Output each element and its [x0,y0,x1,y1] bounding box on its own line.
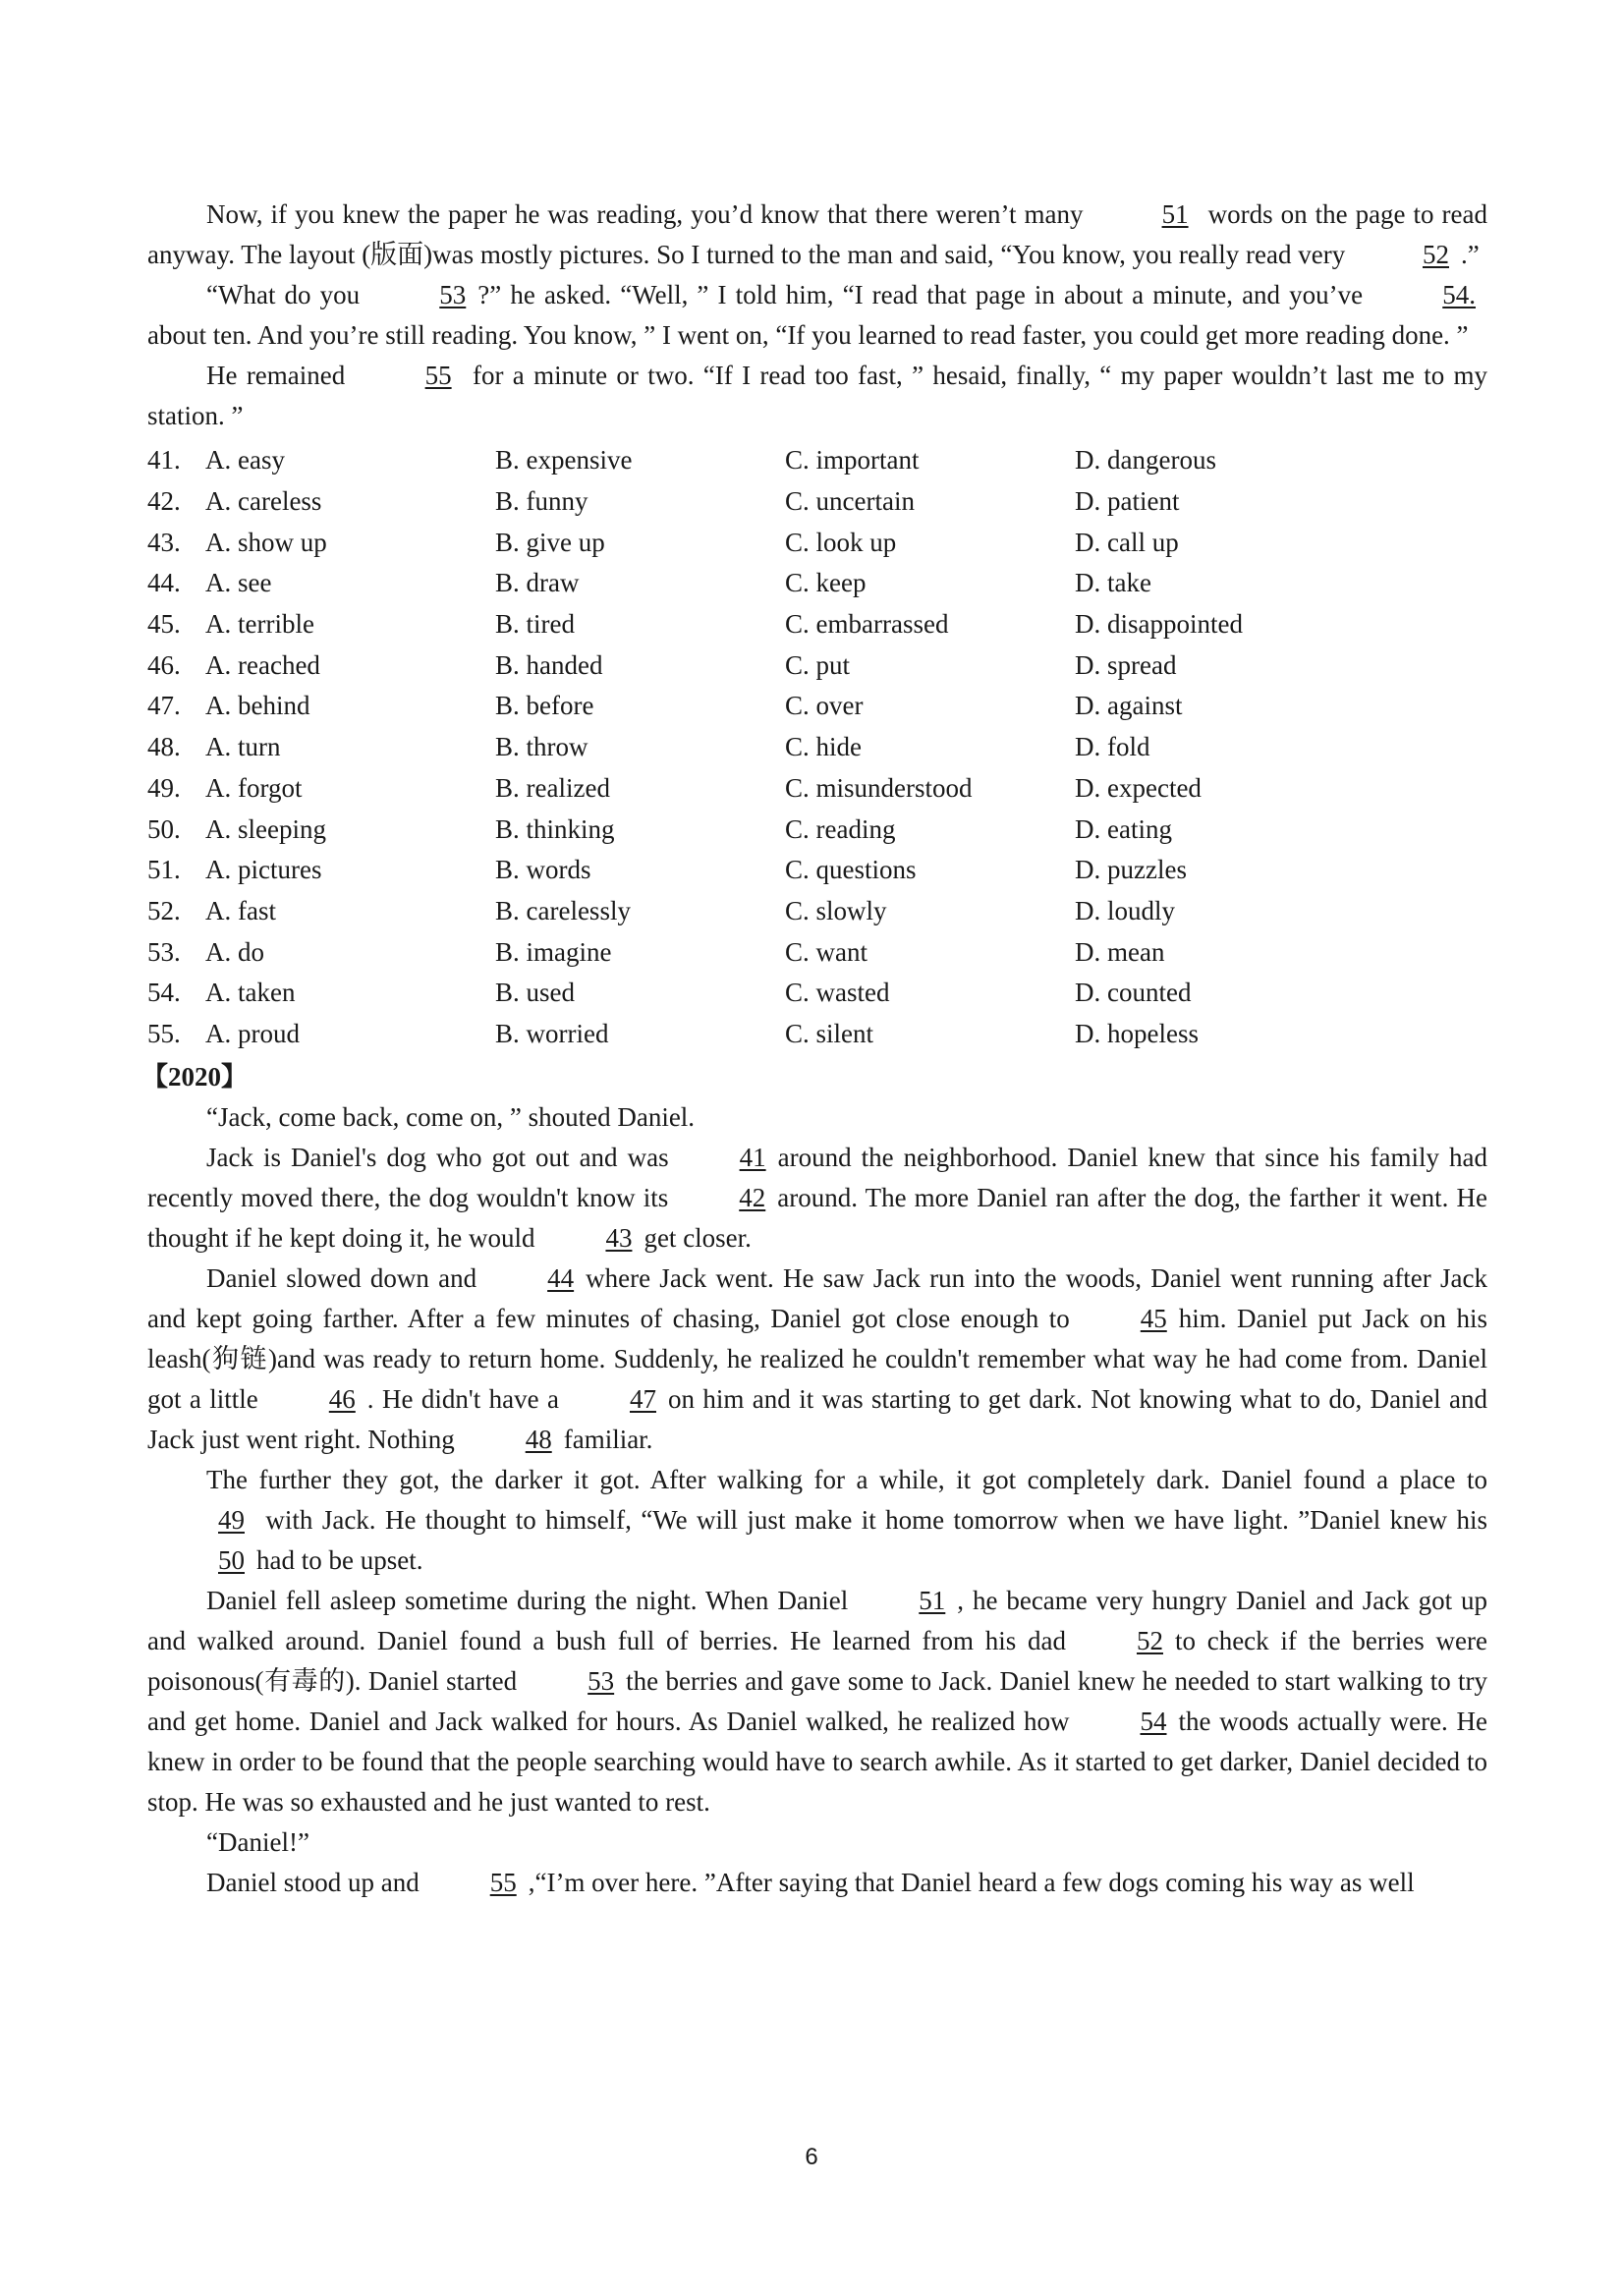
passage2-paragraph-6: “Daniel!” [206,1827,309,1858]
blank-50: 50 [218,1545,245,1576]
option-row: 49. A. forgot B. realized C. misunderstood D. expected [147,772,1202,803]
blank-52: 52 [1423,240,1449,269]
blank-53b: 53 [588,1666,615,1697]
passage2-paragraph-4: The further they got, the darker it got. After walking for a while, it got completely dark. Daniel found a place to 49 with Jack. He thought to himself, “We will just make it home tomorrow when we have light. ”Daniel knew his 50 had to be upset. [147,1460,1487,1581]
option-row: 52. A. fast B. carelessly C. slowly D. loudly [147,895,1176,925]
passage1-paragraph-1: Now, if you knew the paper he was reading, you’d know that there weren’t many 51 words on the page to read anyway. The layout (版面)was mostly pictures. So I turned to the man and said, “You know, you really read very 52 .” [147,195,1487,275]
option-row: 51. A. pictures B. words C. questions D. puzzles [147,855,1187,885]
option-row: 41. A. easy B. expensive C. important D. dangerous [147,445,1216,476]
option-row: 43. A. show up B. give up C. look up D. call up [147,527,1179,557]
passage2-paragraph-7: Daniel stood up and 55 ,“I’m over here. ”After saying that Daniel heard a few dogs coming his way as well [147,1863,1487,1903]
blank-49: 49 [218,1505,245,1536]
blank-48: 48 [525,1425,552,1455]
option-row: 54. A. taken B. used C. wasted D. counted [147,978,1192,1008]
blank-52b: 52 [1136,1626,1163,1656]
blank-42: 42 [739,1183,766,1213]
blank-45: 45 [1140,1304,1167,1334]
option-row: 50. A. sleeping B. thinking C. reading D. eating [147,813,1172,844]
section-year-heading: 【2020】 [141,1062,248,1092]
option-row: 44. A. see B. draw C. keep D. take [147,568,1151,598]
passage2-paragraph-1: “Jack, come back, come on, ” shouted Daniel. [206,1102,696,1133]
blank-43: 43 [605,1223,633,1254]
blank-51b: 51 [919,1586,946,1616]
passage2-paragraph-5: Daniel fell asleep sometime during the night. When Daniel 51 , he became very hungry Daniel and Jack got up and walked around. Daniel found a bush full of berries. He learned from his dad 52 to check if the berries were poisonous(有毒的). Daniel started 53 the berries and gave some to Jack. Daniel knew he needed to start walking to try and get home. Daniel and Jack walked for hours. As Daniel walked, he realized how 54 the woods actually were. He knew in order to be found that the people searching would have to search awhile. As it started to get darker, Daniel decided to stop. He was so exhausted and he just wanted to rest. [147,1581,1487,1822]
option-row: 55. A. proud B. worried C. silent D. hopeless [147,1018,1199,1048]
document-page [141,195,1488,1903]
blank-46: 46 [328,1384,356,1415]
option-row: 47. A. behind B. before C. over D. against [147,691,1183,721]
blank-55: 55 [424,361,452,390]
option-row: 46. A. reached B. handed C. put D. spread [147,649,1177,680]
blank-53: 53 [439,280,467,309]
blank-54b: 54 [1140,1707,1167,1737]
blank-44: 44 [547,1263,575,1294]
passage1-paragraph-2: “What do you 53 ?” he asked. “Well, ” I told him, “I read that page in about a minute, and you’ve 54. about ten. And you’re still reading. You know, ” I went on, “If you learned to read faster, you could get more reading done. ” [147,275,1487,356]
passage2-paragraph-3: Daniel slowed down and 44 where Jack went. He saw Jack run into the woods, Daniel went running after Jack and kept going farther. After a few minutes of chasing, Daniel got close enough to 45 him. Daniel put Jack on his leash(狗链)and was ready to return home. Suddenly, he realized he couldn't remember what way he had come from. Daniel got a little 46 . He didn't have a 47 on him and it was starting to get dark. Not knowing what to do, Daniel and Jack just went right. Nothing 48 familiar. [147,1259,1487,1460]
blank-55b: 55 [489,1868,517,1898]
blank-41: 41 [739,1143,766,1173]
page-number: 6 [805,2144,818,2170]
blank-51: 51 [1161,199,1189,229]
option-row: 42. A. careless B. funny C. uncertain D. patient [147,486,1180,517]
option-row: 45. A. terrible B. tired C. embarrassed D. disappointed [147,609,1243,640]
option-row: 53. A. do B. imagine C. want D. mean [147,936,1165,967]
blank-54: 54. [1442,280,1476,309]
option-row: 48. A. turn B. throw C. hide D. fold [147,732,1150,762]
options-table [147,440,1487,1054]
passage1-paragraph-3: He remained 55 for a minute or two. “If I read too fast, ” hesaid, finally, “ my paper wouldn’t last me to my station. ” [147,356,1487,436]
passage2-paragraph-2: Jack is Daniel's dog who got out and was 41 around the neighborhood. Daniel knew that since his family had recently moved there, the dog wouldn't know its 42 around. The more Daniel ran after the dog, the farther it went. He thought if he kept doing it, he would 43 get closer. [147,1138,1487,1259]
blank-47: 47 [629,1384,656,1415]
